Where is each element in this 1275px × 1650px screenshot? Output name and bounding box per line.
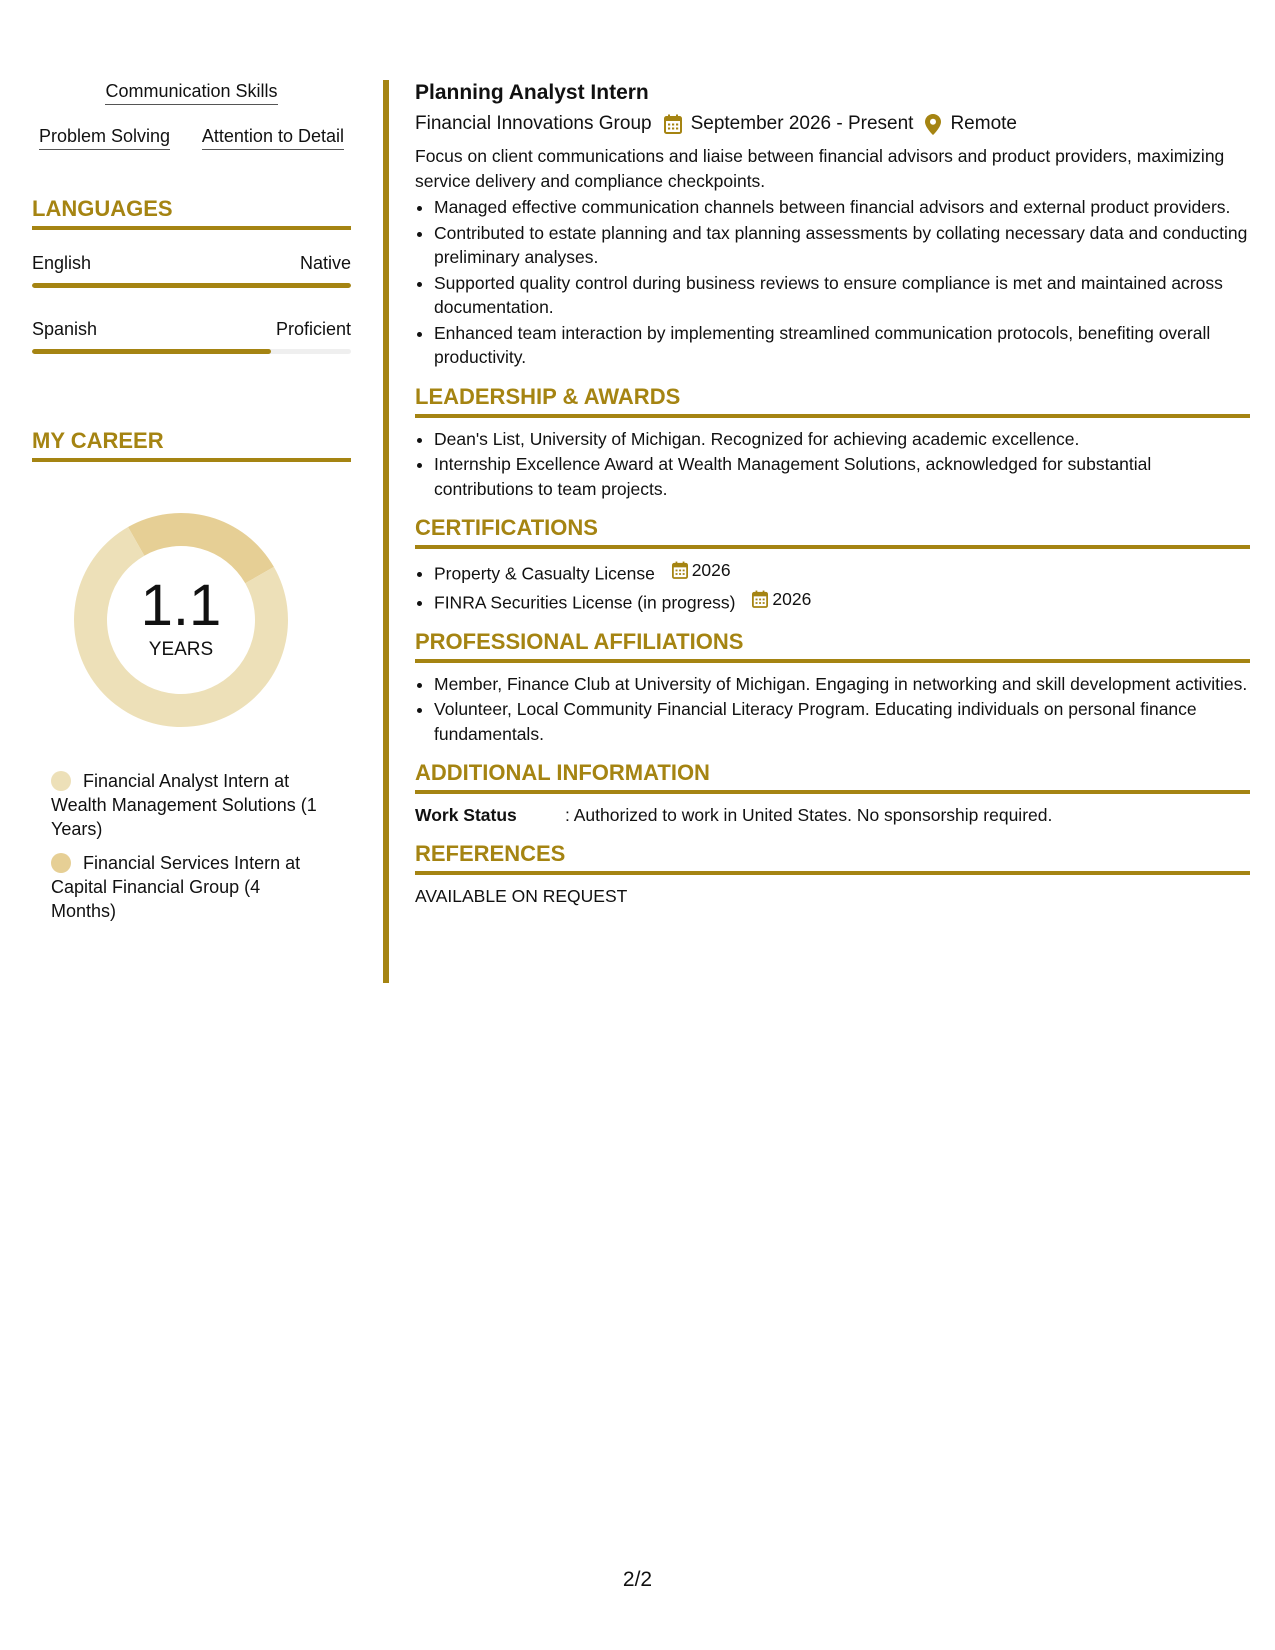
list-item: • Managed effective communication channels between financial advisors and external product providers. [434,195,1250,220]
page-number: 2/2 [622,1568,653,1591]
affiliations-list [415,672,1250,747]
proficiency-fill [32,283,351,288]
references-section [415,841,1250,908]
proficiency-fill [32,349,271,354]
career-legend-item [32,769,321,841]
calendar-icon [752,590,768,608]
language-level: Proficient [275,319,351,339]
work-status-value: : Authorized to work in United States. No sponsorship required. [565,805,1053,825]
legend-label: Financial Analyst Intern at Wealth Management Solutions (1 Years) [51,771,317,839]
job-location: Remote [950,113,1017,134]
right-column [415,80,1250,908]
job-summary: Focus on client communications and liaise between financial advisors and product providers, maximizing service delivery and compliance checkpoints. [415,146,1225,191]
skill-tag: Communication Skills [105,80,277,105]
section-title: MY CAREER [32,428,351,462]
proficiency-bar [32,283,351,288]
list-item: • Supported quality control during business reviews to ensure compliance is met and maintained across documentation. [434,271,1250,320]
calendar-icon [664,114,682,134]
job-bullets [415,195,1250,370]
section-title: REFERENCES [415,841,1250,875]
work-status-label: Work Status [415,805,517,825]
awards-list [415,427,1250,502]
certifications-list [415,558,1250,615]
list-item: • Internship Excellence Award at Wealth Management Solutions, acknowledged for substantial contributions to team projects. [434,452,1250,501]
certification-year: 2026 [772,588,812,609]
awards-section [415,384,1250,502]
skills-row [32,80,351,113]
language-name: English [32,253,92,273]
list-item: • Member, Finance Club at University of Michigan. Engaging in networking and skill development activities. [434,672,1250,697]
certification-name: Property & Casualty License [434,563,655,584]
section-title: LANGUAGES [32,196,351,230]
career-section [32,428,351,923]
legend-dot [51,771,71,791]
certification-name: FINRA Securities License (in progress) [434,592,736,612]
language-level: Native [299,253,351,273]
career-total: 1.1 [140,573,222,638]
skills-row [32,125,351,150]
career-legend [32,769,351,923]
languages-section [32,196,351,354]
section-title: ADDITIONAL INFORMATION [415,760,1250,794]
career-donut [66,505,296,735]
certifications-section [415,515,1250,615]
list-item [434,587,1250,615]
job-title: Planning Analyst Intern [415,81,649,104]
skill-tag: Problem Solving [39,125,170,150]
language-item [32,252,351,288]
language-name: Spanish [32,319,98,339]
list-item: • Contributed to estate planning and tax planning assessments by collating necessary data and conducting preliminary analyses. [434,221,1250,270]
list-item: • Dean's List, University of Michigan. Recognized for achieving academic excellence. [434,427,1250,452]
section-title: CERTIFICATIONS [415,515,1250,549]
certification-year: 2026 [691,560,731,580]
list-item [434,558,1250,586]
section-title: PROFESSIONAL AFFILIATIONS [415,629,1250,663]
career-unit: YEARS [148,639,214,660]
references-text: AVAILABLE ON REQUEST [415,886,628,906]
experience-entry [415,80,1250,370]
additional-info-section [415,760,1250,827]
affiliations-section [415,629,1250,747]
legend-dot [51,853,71,873]
left-column [32,80,351,923]
company-name: Financial Innovations Group [415,113,652,134]
legend-label: Financial Services Intern at Capital Financial Group (4 Months) [51,853,301,921]
section-title: LEADERSHIP & AWARDS [415,384,1250,418]
work-status-row [415,803,1250,827]
job-dates: September 2026 - Present [690,113,914,134]
skill-tag: Attention to Detail [202,125,344,150]
column-divider [383,80,389,983]
list-item: • Enhanced team interaction by implementing streamlined communication protocols, benefiting overall productivity. [434,321,1250,370]
list-item: • Volunteer, Local Community Financial Literacy Program. Educating individuals on personal finance fundamentals. [434,697,1250,746]
calendar-icon [672,561,688,579]
job-meta [415,111,1250,137]
proficiency-bar [32,349,351,354]
language-item [32,318,351,354]
career-legend-item [32,851,321,923]
location-pin-icon [925,114,941,135]
